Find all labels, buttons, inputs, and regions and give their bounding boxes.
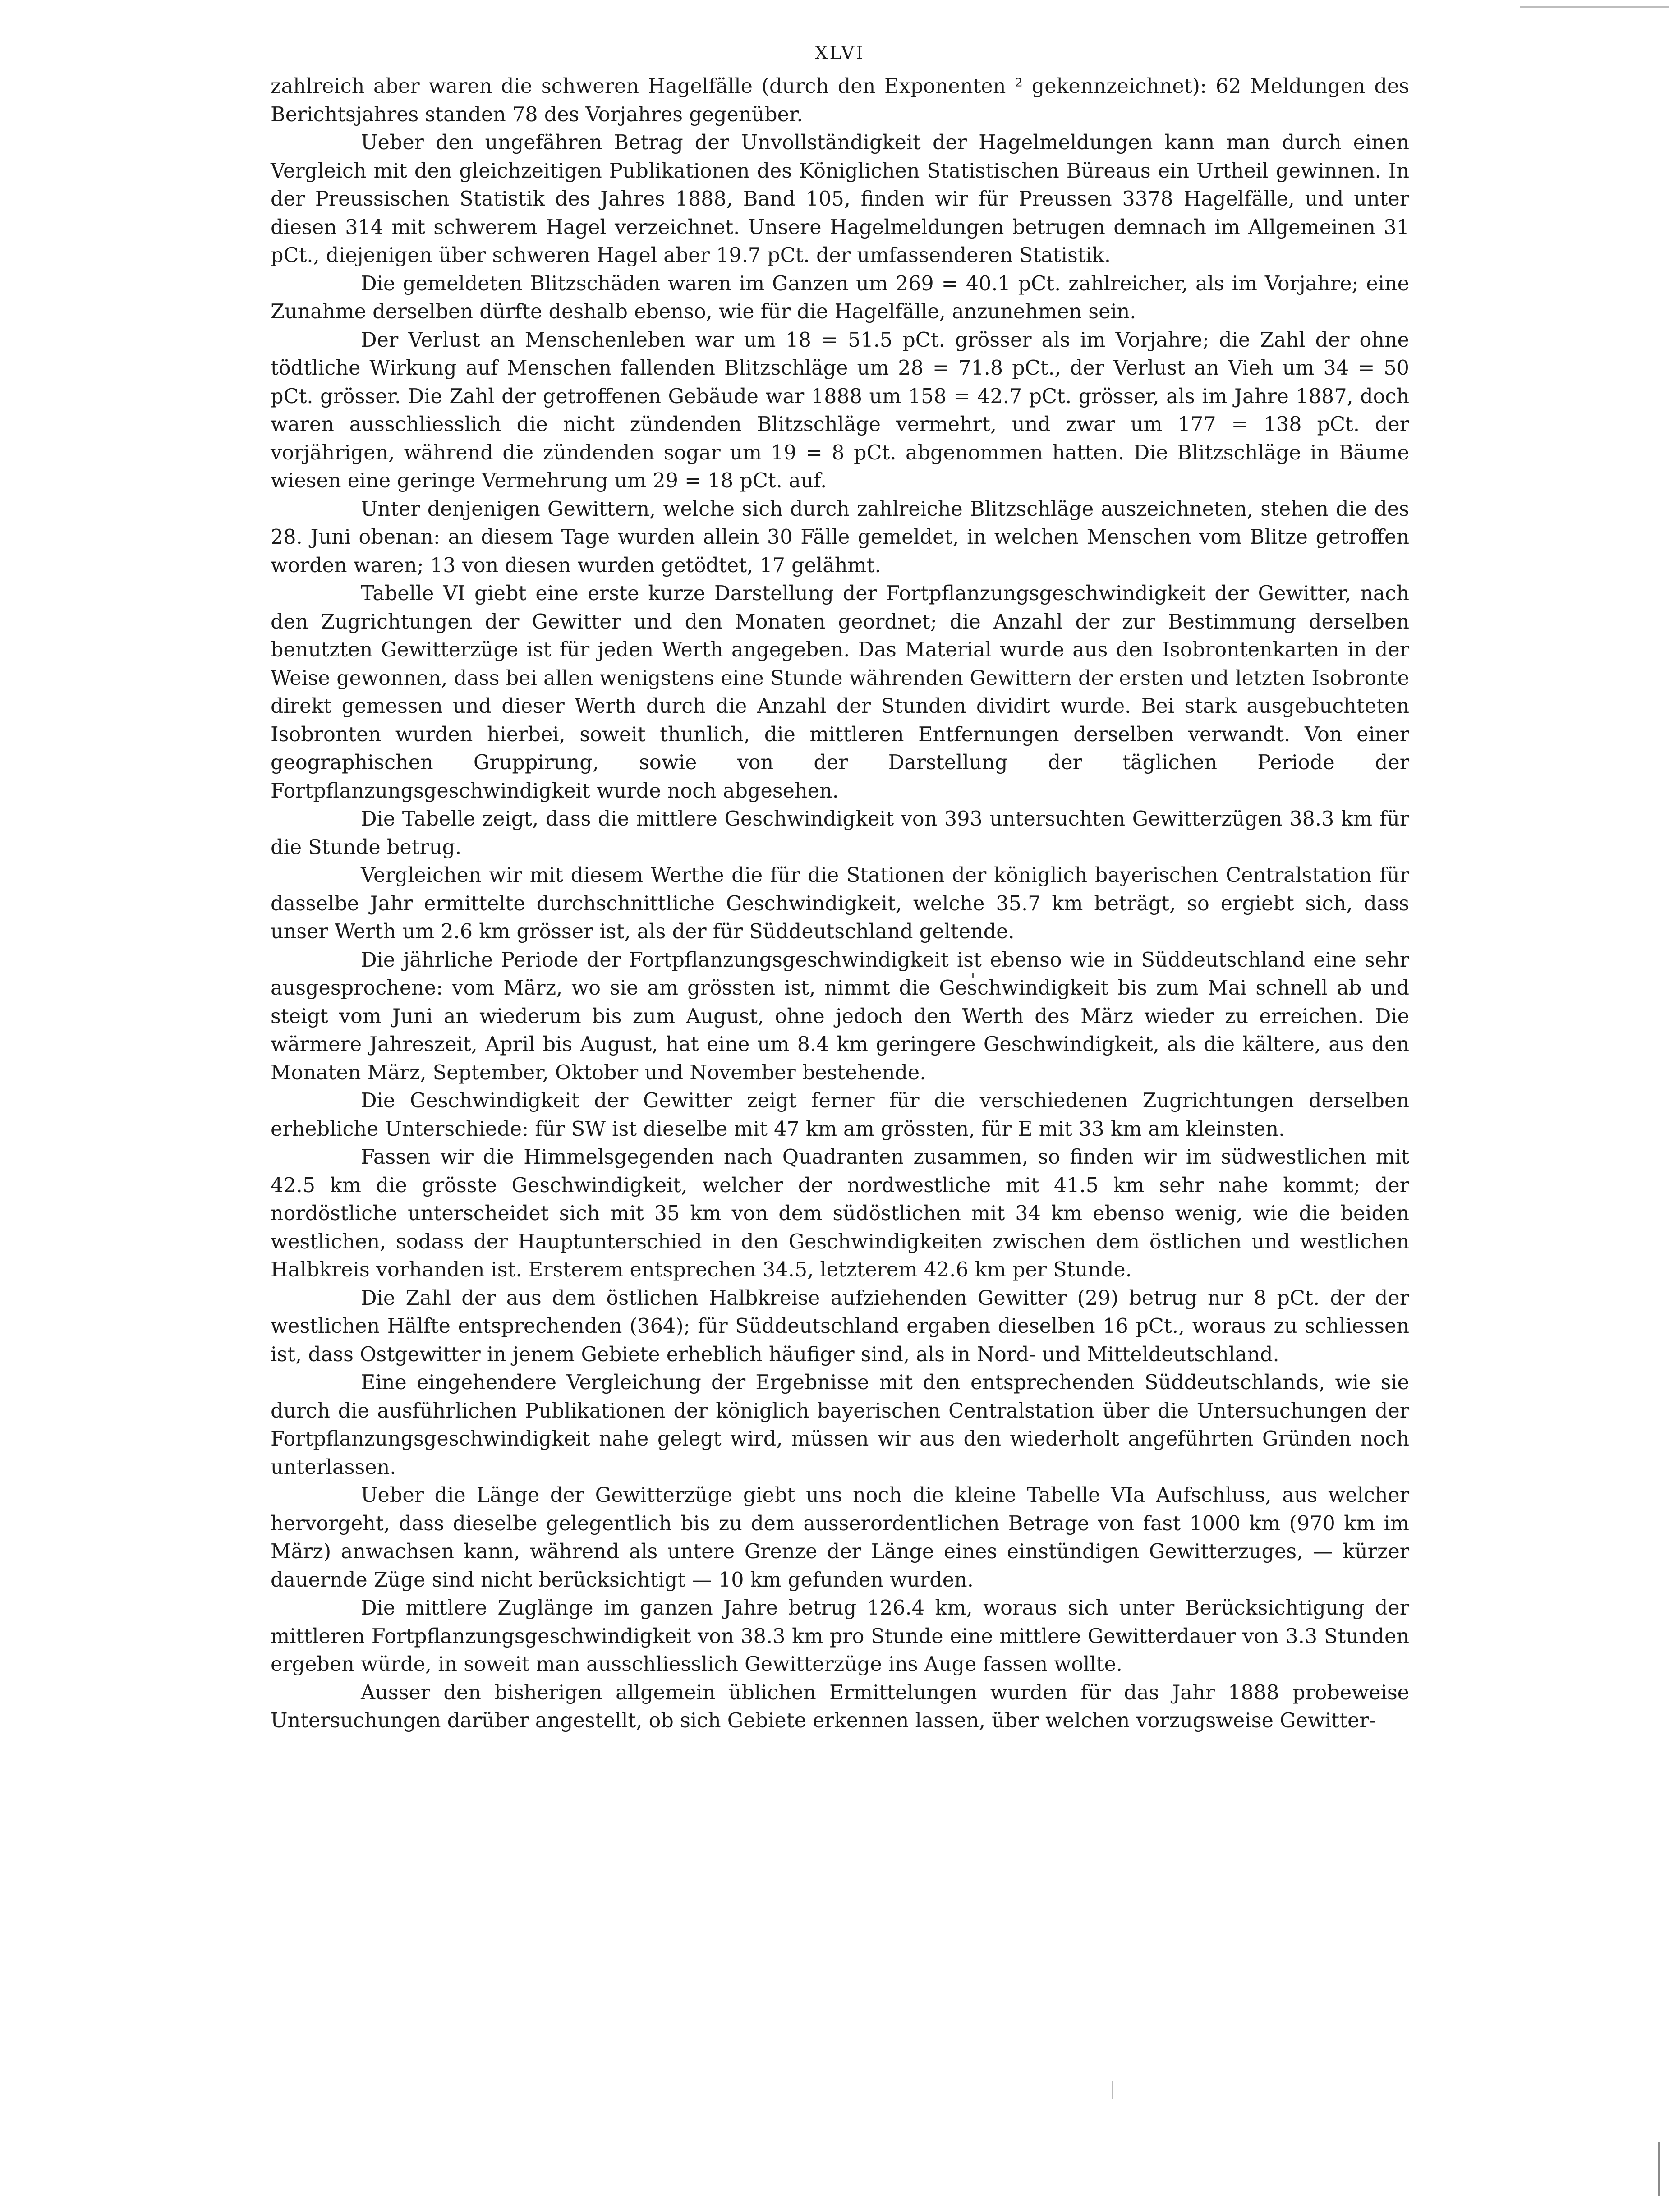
paragraph: Die Zahl der aus dem östlichen Halbkreise aufziehenden Gewitter (29) betrug nur 8 pCt. der der westlichen Hälfte entsprechenden (364); für Süddeutschland ergaben dieselben 16 pCt., woraus zu schliessen ist, dass Ostgewitter in jenem Gebiete erheblich häufiger sind, als in Nord- und Mitteldeutschland. (271, 1286, 1409, 1366)
paragraph: Fassen wir die Himmelsgegenden nach Quadranten zusammen, so finden wir im südwestlichen mit 42.5 km die grösste Geschwindigkeit, welcher der nordwestliche mit 41.5 km sehr nahe kommt; der nordöstliche unterscheidet sich mit 35 km von dem südöstlichen mit 34 km ebenso wenig, wie die beiden westlichen, sodass der Hauptunterschied in den Geschwindigkeiten zwischen dem östlichen und westlichen Halbkreis vorhanden ist. Ersterem entsprechen 34.5, letzterem 42.6 km per Stunde. (271, 1146, 1409, 1281)
paragraph: Ueber die Länge der Gewitterzüge giebt uns noch die kleine Tabelle VIa Aufschluss, aus welcher hervorgeht, dass dieselbe gelegentlich bis zu dem ausserordentlichen Betrage von fast 1000 km (970 km im März) anwachsen kann, während als untere Grenze der Länge eines einstündigen Gewitterzuges, — kürzer dauernde Züge sind nicht berücksichtigt — 10 km gefunden wurden. (271, 1484, 1409, 1592)
paragraph: Der Verlust an Menschenleben war um 18 = 51.5 pCt. grösser als im Vorjahre; die Zahl der ohne tödtliche Wirkung auf Menschen fallenden Blitzschläge um 28 = 71.8 pCt., der Verlust an Vieh um 34 = 50 pCt. grösser. Die Zahl der getroffenen Gebäude war 1888 um 158 = 42.7 pCt. grösser, als im Jahre 1887, doch waren ausschliesslich die nicht zündenden Blitzschläge vermehrt, und zwar um 177 = 138 pCt. der vorjährigen, während die zündenden sogar um 19 = 8 pCt. abgenommen hatten. Die Blitzschläge in Bäume wiesen eine geringe Vermehrung um 29 = 18 pCt. auf. (271, 328, 1409, 492)
paragraph: zahlreich aber waren die schweren Hagelfälle (durch den Exponenten ² gekennzeichnet): 62 Meldungen des Berichtsjahres standen 78 des Vorjahres gegenüber. (271, 75, 1409, 126)
document-page (271, 43, 1409, 1735)
paragraph: Die mittlere Zuglänge im ganzen Jahre betrug 126.4 km, woraus sich unter Berücksichtigung der mittleren Fortpflanzungsgeschwindigkeit von 38.3 km pro Stunde eine mittlere Gewitterdauer von 3.3 Stunden ergeben würde, in soweit man ausschliesslich Gewitterzüge ins Auge fassen wollte. (271, 1597, 1409, 1676)
body-text (271, 73, 1409, 1735)
paragraph: Die Tabelle zeigt, dass die mittlere Geschwindigkeit von 393 untersuchten Gewitterzügen 38.3 km für die Stunde betrug. (271, 808, 1409, 859)
page-number: XLVI (815, 43, 865, 64)
paragraph: Die Geschwindigkeit der Gewitter zeigt ferner für die verschiedenen Zugrichtungen derselben erhebliche Unterschiede: für SW ist dieselbe mit 47 km am grössten, für E mit 33 km am kleinsten. (271, 1089, 1409, 1141)
scan-edge-mark (1520, 6, 1669, 8)
scan-edge-mark (1658, 2142, 1660, 2196)
paragraph: Eine eingehendere Vergleichung der Ergebnisse mit den entsprechenden Süddeutschlands, wie sie durch die ausführlichen Publikationen der königlich bayerischen Centralstation über die Untersuchungen der Fortpflanzungsgeschwindigkeit nahe gelegt wird, müssen wir aus den wiederholt angeführten Gründen noch unterlassen. (271, 1371, 1409, 1479)
paragraph: Vergleichen wir mit diesem Werthe die für die Stationen der königlich bayerischen Centralstation für dasselbe Jahr ermittelte durchschnittliche Geschwindigkeit, welche 35.7 km beträgt, so ergiebt sich, dass unser Werth um 2.6 km grösser ist, als der für Süddeutschland geltende. (271, 864, 1409, 943)
paragraph: Die gemeldeten Blitzschäden waren im Ganzen um 269 = 40.1 pCt. zahlreicher, als im Vorjahre; eine Zunahme derselben dürfte deshalb ebenso, wie für die Hagelfälle, anzunehmen sein. (271, 272, 1409, 323)
paragraph: Ueber den ungefähren Betrag der Unvollständigkeit der Hagelmeldungen kann man durch einen Vergleich mit den gleichzeitigen Publikationen des Königlichen Statistischen Büreaus ein Urtheil gewinnen. In der Preussischen Statistik des Jahres 1888, Band 105, finden wir für Preussen 3378 Hagelfälle, und unter diesen 314 mit schwerem Hagel verzeichnet. Unsere Hagelmeldungen betrugen demnach im Allgemeinen 31 pCt., diejenigen über schweren Hagel aber 19.7 pCt. der umfassenderen Statistik. (271, 131, 1409, 267)
paragraph: Unter denjenigen Gewittern, welche sich durch zahlreiche Blitzschläge auszeichneten, stehen die des 28. Juni obenan: an diesem Tage wurden allein 30 Fälle gemeldet, in welchen Menschen vom Blitze getroffen worden waren; 13 von diesen wurden getödtet, 17 gelähmt. (271, 497, 1409, 577)
scan-speck (1112, 2081, 1113, 2099)
paragraph: Die jährliche Periode der Fortpflanzungsgeschwindigkeit ist ebenso wie in Süddeutschland eine sehr ausgesprochene: vom März, wo sie am grössten ist, nimmt die Geschwindigkeit bis zum Mai schnell ab und steigt vom Juni an wiederum bis zum August, ohne jedoch den Werth des März wieder zu erreichen. Die wärmere Jahreszeit, April bis August, hat eine um 8.4 km geringere Geschwindigkeit, als die kältere, aus den Monaten März, September, Oktober und November bestehende. (271, 948, 1409, 1084)
paragraph: Ausser den bisherigen allgemein üblichen Ermittelungen wurden für das Jahr 1888 probeweise Untersuchungen darüber angestellt, ob sich Gebiete erkennen lassen, über welchen vorzugsweise Gewitter- (271, 1681, 1409, 1732)
paragraph: Tabelle VI giebt eine erste kurze Darstellung der Fortpflanzungsgeschwindigkeit der Gewitter, nach den Zugrichtungen der Gewitter und den Monaten geordnet; die Anzahl der zur Bestimmung derselben benutzten Gewitterzüge ist für jeden Werth angegeben. Das Material wurde aus den Isobrontenkarten in der Weise gewonnen, dass bei allen wenigstens eine Stunde währenden Gewittern der ersten und letzten Isobronte direkt gemessen und dieser Werth durch die Anzahl der Stunden dividirt wurde. Bei stark ausgebuchteten Isobronten wurden hierbei, soweit thunlich, die mittleren Entfernungen derselben verwandt. Von einer geographischen Gruppirung, sowie von der Darstellung der täglichen Periode der Fortpflanzungsgeschwindigkeit wurde noch abgesehen. (271, 582, 1409, 803)
